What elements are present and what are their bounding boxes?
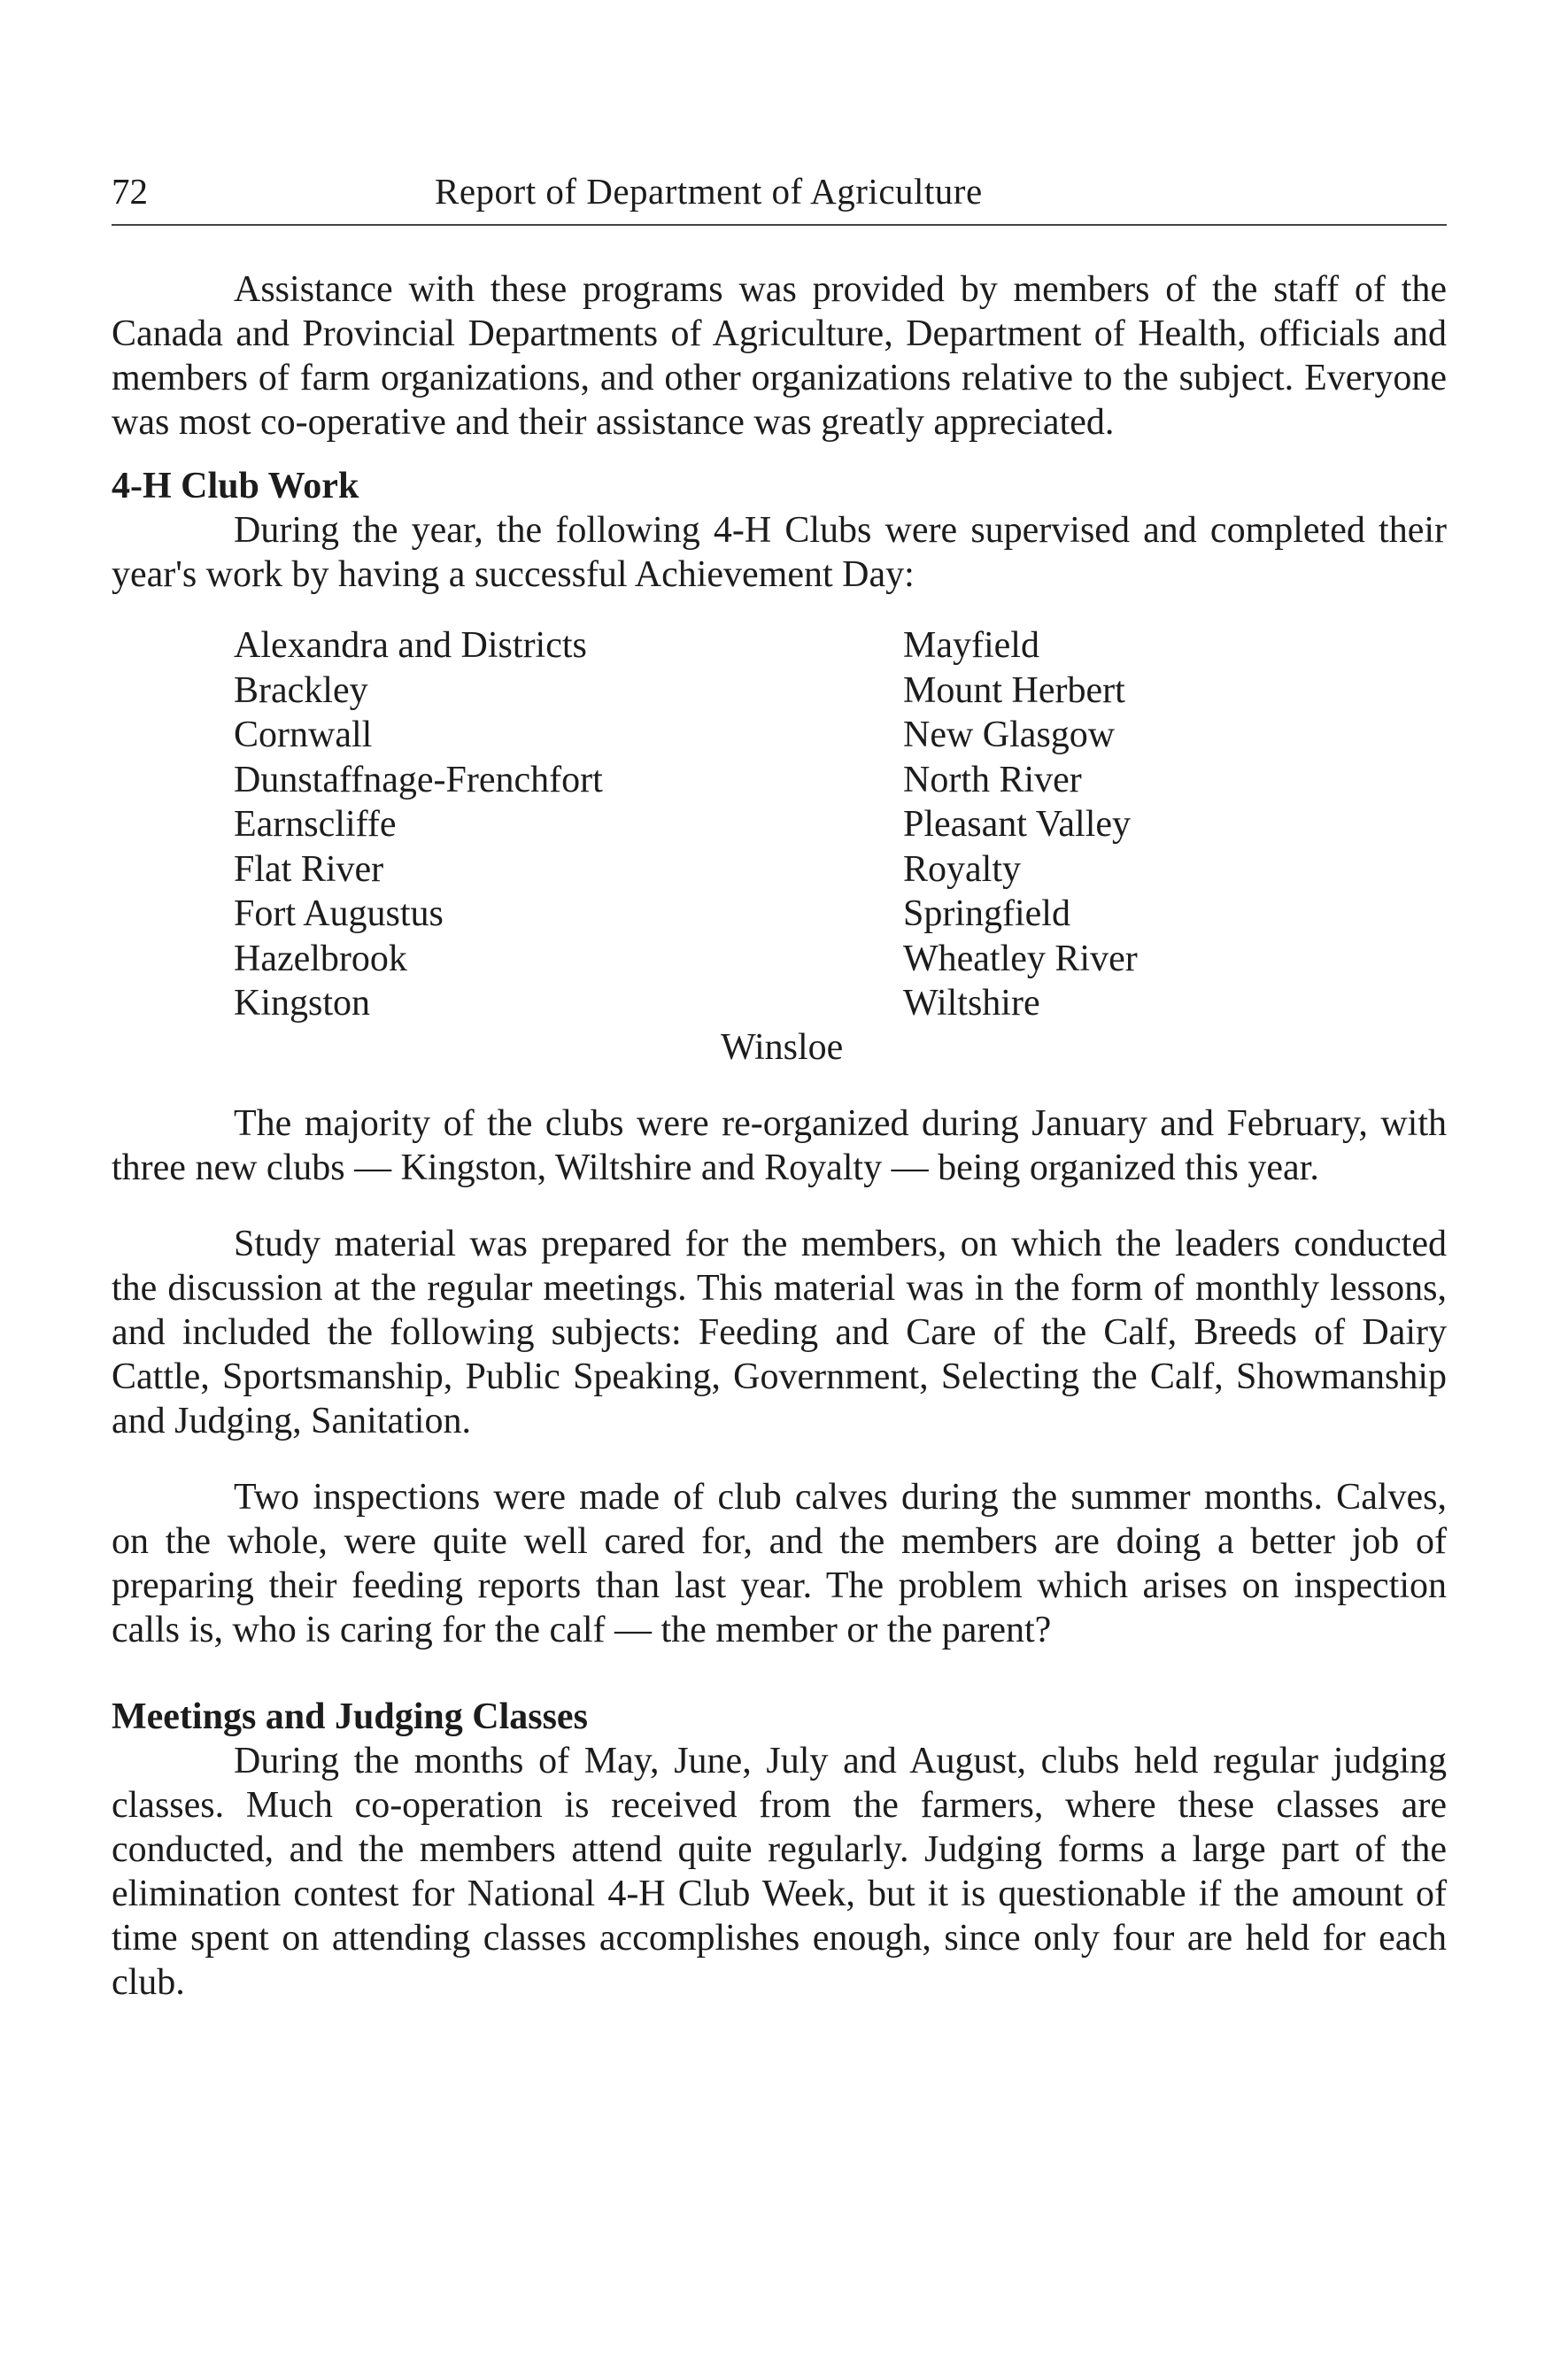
paragraph-judging: During the months of May, June, July and August, clubs held regular judging classes. Much co-operation is received from the farmers, where these classes are conducted, and the members attend quite regularly. Judging forms a large part of the elimination contest for National 4-H Club Week, but it is questionable if the amount of time spent on attending classes accomplishes enough, since only four are held for each club. xyxy=(112,1741,1447,2003)
club-item: Mayfield xyxy=(903,625,1039,666)
paragraph-assistance: Assistance with these programs was provided by members of the staff of the Canada and Provincial Departments of Agriculture, Department of Health, officials and members of farm organizations, and other organizations relative to the subject. Everyone was most co-operative and their assistance was greatly appreciated. xyxy=(112,269,1447,443)
club-list-left xyxy=(234,623,603,1026)
page-content xyxy=(112,267,1447,2005)
header-rule xyxy=(112,224,1447,226)
club-item: New Glasgow xyxy=(903,715,1116,755)
running-title: Report of Department of Agriculture xyxy=(435,171,983,212)
club-list xyxy=(112,623,1447,1101)
club-item: Springfield xyxy=(903,893,1070,934)
club-item: Mount Herbert xyxy=(903,669,1125,711)
club-item-center: Winsloe xyxy=(721,1027,844,1068)
club-item: Dunstaffnage-Frenchfort xyxy=(234,759,603,800)
page-number: 72 xyxy=(112,171,148,212)
paragraph-inspections: Two inspections were made of club calves during the summer months. Calves, on the whole, were quite well cared for, and the members are doing a better job of preparing their feeding reports than last year. The problem which arises on inspection calls is, who is caring for the calf — the member or the parent? xyxy=(112,1477,1447,1650)
club-item: Earnscliffe xyxy=(234,804,397,845)
club-item: Wheatley River xyxy=(903,938,1138,979)
club-item: Cornwall xyxy=(234,715,373,755)
club-item: Kingston xyxy=(234,983,371,1024)
club-list-right xyxy=(903,623,1138,1026)
club-item: Wiltshire xyxy=(903,983,1040,1024)
paragraph-reorganized: The majority of the clubs were re-organized during January and February, with three new clubs — Kingston, Wiltshire and Royalty — being organized this year. xyxy=(112,1103,1447,1188)
club-item: Brackley xyxy=(234,669,368,711)
club-item: North River xyxy=(903,759,1082,800)
club-item: Hazelbrook xyxy=(234,938,407,979)
club-item: Royalty xyxy=(903,848,1021,890)
club-item: Pleasant Valley xyxy=(903,804,1132,845)
page-header xyxy=(112,156,1447,218)
club-item: Fort Augustus xyxy=(234,893,444,934)
club-item: Alexandra and Districts xyxy=(234,625,587,666)
paragraph-club-work-intro: During the year, the following 4-H Clubs were supervised and completed their year's work by having a successful Achievement Day: xyxy=(112,510,1447,595)
heading-club-work: 4-H Club Work xyxy=(112,466,359,506)
heading-meetings: Meetings and Judging Classes xyxy=(112,1696,588,1737)
club-item: Flat River xyxy=(234,848,384,890)
paragraph-study-material: Study material was prepared for the members, on which the leaders conducted the discussion at the regular meetings. This material was in the form of monthly lessons, and included the following subjects: Feeding and Care of the Calf, Breeds of Dairy Cattle, Sportsmanship, Public Speaking, Government, Selecting the Calf, Showmanship and Judging, Sanitation. xyxy=(112,1224,1447,1441)
